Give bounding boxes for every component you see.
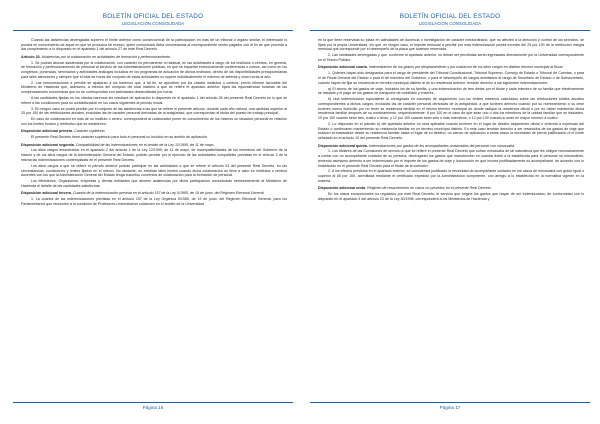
body-paragraph: 1. Se podrán abonar asistencias por la colaboración, con carácter no permanente ni habitual, en las actividades a cargo de los institutos o centros, en general, de formación y perfeccionamiento de personal al servicio de las Administraciones públicas, en que se impartan exclusivamente conferencias o cursos, así como en los congresos, ponencias, seminarios y actividades análogas incluidos en los programas de actuación de dichos institutos, dentro de las disponibilidades presupuestarias para tales atenciones y siempre que el total de horas del conjunto de estas actividades no supere individualmente el máximo de setenta y cinco horas al año. [21,60,287,79]
page-number: Página 16 [142,405,164,410]
body-paragraph: Los altos cargos enumerados en el apartado 2 del artículo 1 de la Ley 12/1995, de 11 de mayo, de Incompatibilidades de los miembros del Gobierno de la Nación y de los altos cargos de la Administración General del Estado, podrán percibir por el ejercicio de las actividades compatibles previstas en el artículo 3 de la misma las indemnizaciones contempladas en el presente Real Decreto. [21,148,287,162]
header-title: BOLETÍN OFICIAL DEL ESTADO [399,13,501,20]
section-heading [21,129,287,134]
heading-label: Disposición adicional quinta. [318,143,368,148]
heading-title: Asistencias por la colaboración en actividades de formación y perfeccionamiento. [41,54,172,59]
body-paragraph: El presente Real Decreto tiene carácter supletorio para todo el personal no incluido en su ámbito de aplicación. [31,135,208,140]
page-number: Página 17 [439,405,461,410]
heading-title: Indemnización de los gastos por desplazamiento y por traslación de los altos cargos en distinto término municipal al fiscal. [368,65,564,70]
body-paragraph: 1. Quienes hayan sido designados para el cargo de presidente del Tribunal Constitucional, Tribunal Supremo, Consejo de Estado o Tribunal de Cuentas, o para el de Fiscal General del Estado o para el de miembro del Gobierno, o para el desempeño de cargos asimilados al rango de Secretario de Estado o de Subsecretario, cuando hayan de fijar su residencia en término municipal distinto al de su residencia anterior, tendrán derecho a las siguientes indemnizaciones: [318,71,584,85]
section-heading [21,55,287,60]
page-header [13,0,293,40]
body-paragraph: 2. Las remuneraciones a percibir se ajustarán a los baremos que, a tal fin, se aprueben por los citados institutos o centros, previo informe favorable del Ministerio de Hacienda que, asimismo, a efectos del cómputo del total máximo a que se refiere el apartado anterior, fijará las equivalencias horarias de las compensaciones económicas que no se correspondan con actividades desarrolladas por horas. [21,80,287,95]
section-heading [318,65,584,70]
section-heading [21,143,287,148]
heading-title: Régimen de resarcimiento en casos no previstos en el presente Real Decreto. [367,186,492,191]
body-paragraph: 1. Los titulares de las Comisiones de servicio a que se refiere el presente Real Decreto que sufran minusvalía de tal naturaleza que les obligue necesariamente a contar con un acompañante cuidador de su persona, devengarán los gastos que manutención en cuantía doble a la establecida para el personal no minusválido, teniendo asimismo derecho a ser indemnizado por el importe de los gastos de viaje y locomoción en que incurra justificadamente su acompañante, de acuerdo con lo establecido en el presente Real Decreto para el titular de la comisión. [318,149,584,168]
heading-label: Disposición adicional segunda. [21,142,75,147]
body-paragraph: En caso de colaboración en más de un instituto o centro, corresponderá al colaborador poner en conocimiento de los mismos su situación personal en relación con los límites horario y retributivo que se establecen. [21,117,287,127]
page-header [310,0,590,40]
body-paragraph: a) El abono de los gastos de viaje, incluidos los de su familia, y una indemnización de tres dietas por el titular y cada miembro de su familia que efectivamente se traslade y el pago de los gastos de transporte de mobiliario y enseres. [318,86,584,96]
heading-title: Carácter supletorio. [74,129,106,134]
body-paragraph: 2. Las cantidades devengadas y que, conforme al apartado anterior, no deban ser percibidas serán ingresadas directamente por la Universidad correspondiente en el Tesoro Público. [318,53,584,63]
body-paragraph: 2. A los efectos previstos en el apartado anterior, se considerará justificado la necesidad de acompañante cuidador en los casos de minusvalía con grado igual o superior al 65 por 100, acreditada mediante el certificado expedido por la Administración competente, con arreglo a lo establecido en la normativa vigente en la materia. [318,169,584,183]
header-subtitle: LEGISLACIÓN CONSOLIDADA [418,21,482,26]
heading-label: Disposición adicional primera. [21,129,74,134]
heading-label: Disposición adicional sexta. [318,186,367,191]
heading-label: Artículo 33. [21,54,41,59]
header-rule [13,30,293,31]
page-body [318,38,584,203]
page-body [21,38,287,208]
body-paragraph: 1. La cuantía de las indemnizaciones previstas en el artículo 157 de la Ley Orgánica 5/1985, de 19 de junio, del Régimen Electoral General, para los Parlamentarios que renuncien a la condición de Profesores Universitarios colaboren en el ámbito de la Universidad [21,197,287,206]
section-heading [318,144,584,149]
heading-title: Compatibilidad de las indemnizaciones en el ámbito de la Ley 12/1995, de 11 de mayo. [75,142,215,147]
footer-rule [310,402,590,403]
heading-label: Disposición adicional tercera. [21,191,72,196]
header-rule [310,30,590,31]
body-paragraph: 3. En ningún caso se podrá percibir por el conjunto de las asistencias a las que se refiere el presente artículo, durante cada año natural, una cantidad superior al 25 por 100 de las retribuciones anuales, excluidas las de carácter personal derivadas de la antigüedad, que correspondan al titular del puesto de trabajo principal. [21,106,287,116]
left-page [13,0,293,424]
heading-label: Disposición adicional cuarta. [318,65,368,70]
section-heading [21,191,287,196]
header-title: BOLETÍN OFICIAL DEL ESTADO [102,13,204,20]
header-subtitle: LEGISLACIÓN CONSOLIDADA [121,21,185,26]
body-paragraph: A las cantidades fijadas en los citados baremos les resultará de aplicación lo dispuesto en el apartado 1 del artículo 28 del presente Real Decreto en lo que se refiere a las condiciones para su contabilización en los casos siguientes al periodo inicial. [21,96,287,105]
footer-rule [13,402,293,403]
right-page [310,0,590,424]
section-heading [318,186,584,191]
body-paragraph: Los Ministerios, Organismos, empresas y demás entidades que abonen asistencias por dicha participación comunicarán semestralmente al Ministerio de Hacienda el detalle de las cantidades satisfechas. [21,179,287,188]
body-paragraph: Cuando las asistencias devengadas superen el límite anterior como consecuencia de la participación en más de un tribunal u órgano similar, el interesado lo pondrá en conocimiento de aquel en que se produzca tal exceso, quien comunicará dicha circunstancia al correspondiente centro pagador con el fin de que proceda a dar cumplimiento a lo dispuesto en el apartado 1 del artículo 27 de este Real Decreto. [21,38,287,52]
body-paragraph: Los altos cargos a que se refiere el párrafo anterior podrán participar en las actividades a que se refiere el artículo 33 del presente Real Decreto, en las circunstancias, condiciones y límites fijados en el mismo. No obstante, no existirán tales límites cuando dicha colaboración se lleve a cabo en institutos o centros docentes con los que la Administración General del Estado tenga suscritos convenios de colaboración para la formación de personal. [21,163,287,178]
body-paragraph: 2. Lo dispuesto en el párrafo b) del apartado anterior no será aplicable cuando tuvieren en el lugar de destino alojamiento oficial o vivienda a expensas del Estado o continuaren manteniendo su residencia familiar en un término municipal distinto. En este caso tendrán derecho a ser resarcidos de los gastos de viaje que realicen al trasladarse desde su residencia familiar hasta el lugar de su destino, no siendo de aplicación a estos casos la necesidad de previa justificación ni el límite señalado en el artículo 10 del presente Real Decreto. [318,122,584,141]
heading-title: Indemnizaciones por gastos de los acompañantes ocasionales del personal con minusvalía. [368,143,516,148]
body-paragraph: en la que tiene reservada su plaza en actividades de docencia o investigación de carácter extraordinario, que no afecten a la dirección y control de los servicios, se fijará por la propia Universidad, sin que, en ningún caso, el importe mensual a percibir por esta indemnización pueda exceder del 25 por 100 de la retribución íntegra mensual que corresponde por el desempeño de la plaza que tuviesen reservada. [318,38,584,52]
heading-title: Cuantía de la indemnización prevista en el artículo 157 de la Ley 5/1985, de 19 de junio, del Régimen Electoral General. [72,191,265,196]
body-paragraph: En los casos excepcionales no regulados por este Real Decreto, el servicio que origine los gastos que hayan de ser indemnizados, de conformidad con lo dispuesto en el apartado 4 del artículo 23 de la Ley 30/1998, corresponderá a los Ministerios de Hacienda y [318,192,584,201]
body-paragraph: b) Una indemnización equivalente al consignado en concepto de alojamiento con los límites máximos calculados sobre las retribuciones totales anuales correspondientes a dichos cargos, excluidas las de carácter personal derivadas de la antigüedad, a que tuvieren derecho cuando por su nombramiento o su cese tuvieren nuevo domicilio por no tener su residencia familiar en el mismo término municipal en donde radique la residencia oficial o por no haber mantenido dicha residencia familiar después de su nombramiento, respectivamente: 8 por 100 en el caso de que sean uno o dos los miembros de la unidad familiar que se trasladen, 10 por 100 cuando sean tres, cuatro o cinco, y 12 por 100 cuando sean seis o más miembros, o 12 por 100 cuando lo sean en mayor número a cuatro. [318,97,584,121]
